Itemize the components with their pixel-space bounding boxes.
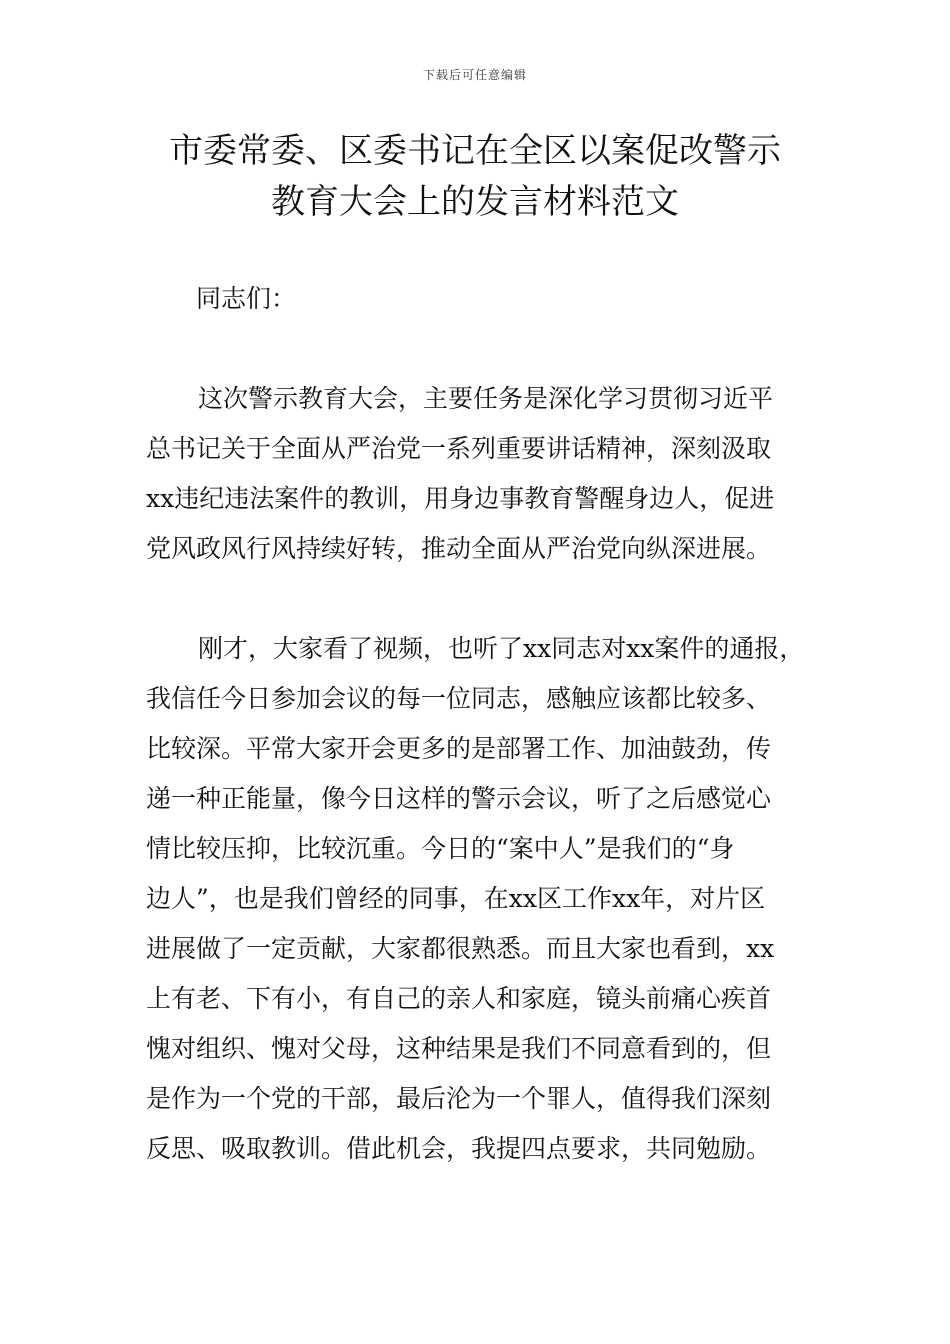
header-note: 下载后可任意编辑 (422, 68, 527, 82)
paragraph-1 (146, 374, 822, 574)
paragraph-line: 上有老、下有小，有自己的亲人和家庭，镜头前痛心疾首 (146, 984, 772, 1013)
title-line-1: 市委常委、区委书记在全区以案促改警示 (169, 131, 781, 171)
paragraph-line: 边人”，也是我们曾经的同事，在xx区工作xx年，对片区 (146, 884, 766, 913)
paragraph-line: 比较深。平常大家开会更多的是部署工作、加油鼓劲，传 (146, 734, 772, 763)
paragraph-line: 是作为一个党的干部，最后沦为一个罪人，值得我们深刻 (146, 1084, 772, 1113)
salutation: 同志们： (196, 284, 297, 313)
paragraph-line: 愧对组织、愧对父母，这种结果是我们不同意看到的，但 (146, 1034, 772, 1063)
paragraph-line: 我信任今日参加会议的每一位同志，感触应该都比较多、 (146, 684, 772, 713)
paragraph-line: xx违纪违法案件的教训，用身边事教育警醒身边人，促进 (146, 484, 775, 513)
paragraph-line: 情比较压抑，比较沉重。今日的“案中人”是我们的“身 (146, 834, 735, 863)
paragraph-line: 党风政风行风持续好转，推动全面从严治党向纵深进展。 (146, 534, 772, 563)
paragraph-line: 递一种正能量，像今日这样的警示会议，听了之后感觉心 (146, 784, 772, 813)
document-title (130, 126, 820, 228)
title-line-2: 教育大会上的发言材料范文 (271, 182, 679, 222)
paragraph-line: 这次警示教育大会，主要任务是深化学习贯彻习近平 (198, 384, 774, 413)
paragraph-line: 进展做了一定贡献，大家都很熟悉。而且大家也看到，xx (146, 934, 775, 963)
paragraph-line: 刚才，大家看了视频，也听了xx同志对xx案件的通报， (198, 634, 805, 663)
paragraph-line: 总书记关于全面从严治党一系列重要讲话精神，深刻汲取 (146, 434, 772, 463)
paragraph-line: 反思、吸取教训。借此机会，我提四点要求，共同勉励。 (146, 1134, 772, 1163)
paragraph-2 (146, 624, 822, 1174)
